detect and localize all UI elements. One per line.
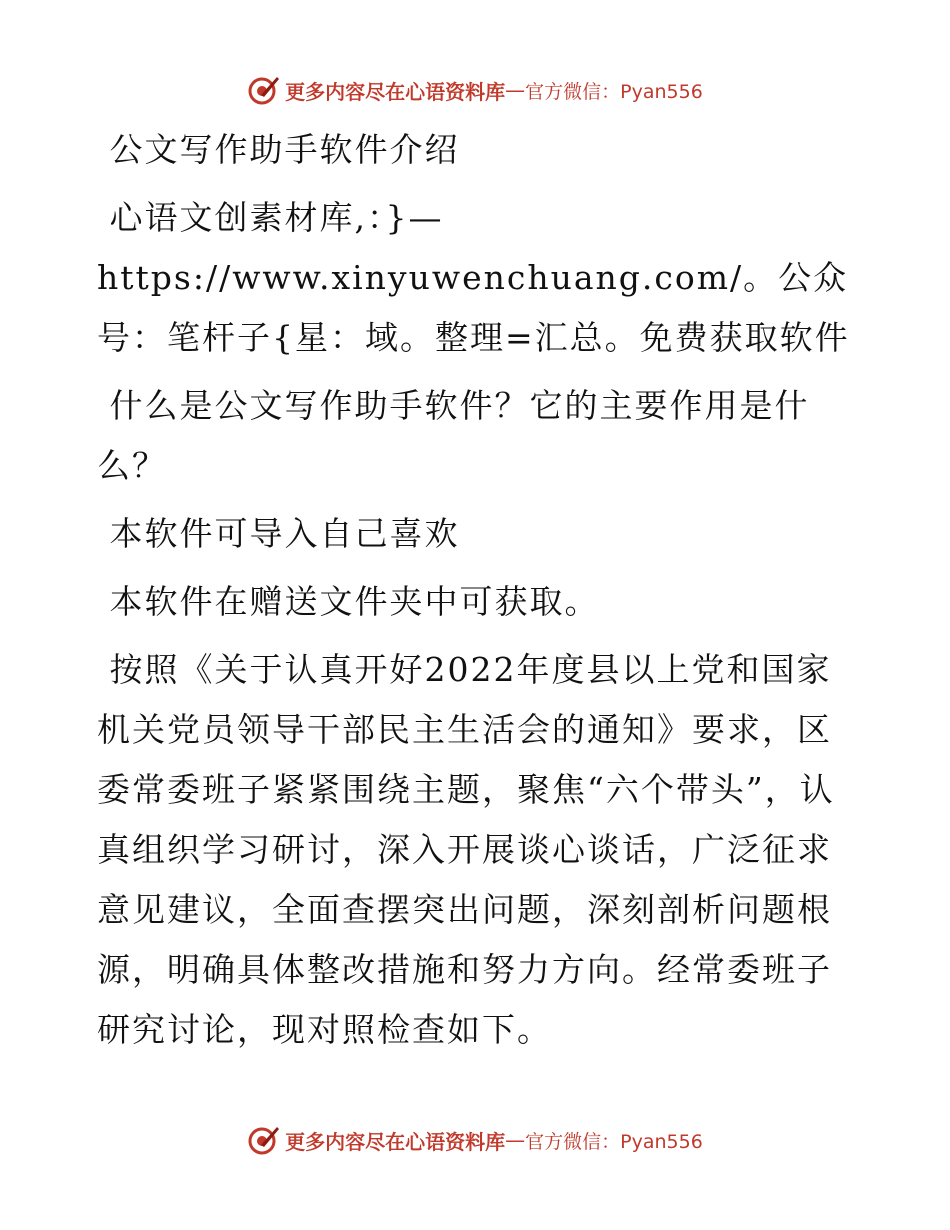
body-paragraph: 按照《关于认真开好2022年度县以上党和国家机关党员领导干部民主生活会的通知》要求，区委常委班子紧紧围绕主题，聚焦“六个带头”，认真组织学习研讨，深入开展谈心谈话，广泛征求意见建议，全面查摆突出问题，深刻剖析问题根源，明确具体整改措施和努力方向。经常委班子研究讨论，现对照检查如下。 <box>97 650 835 1049</box>
doc-title: 公文写作助手软件介绍 <box>97 130 460 169</box>
gift-paragraph: 本软件在赠送文件夹中可获取。 <box>97 582 600 621</box>
banner-separator: — <box>505 78 526 102</box>
banner-title: 更多内容尽在心语资料库 <box>285 1129 506 1154</box>
quill-logo-icon <box>247 73 281 107</box>
source-paragraph: 心语文创素材库,：}—https://www.xinyuwenchuang.com/。公众号：笔杆子{星：域。整理=汇总。免费获取软件 <box>97 198 850 357</box>
banner-wechat: 官方微信：Pyan556 <box>525 1130 703 1153</box>
banner-title: 更多内容尽在心语资料库 <box>285 79 506 104</box>
banner-wechat: 官方微信：Pyan556 <box>525 80 703 103</box>
quill-logo-icon <box>247 1123 281 1157</box>
banner-separator: — <box>505 1128 526 1152</box>
import-paragraph: 本软件可导入自己喜欢 <box>97 514 460 553</box>
footer-banner <box>0 1120 950 1160</box>
question-paragraph: 什么是公文写作助手软件？它的主要作用是什么？ <box>97 386 810 485</box>
document-body <box>97 120 857 1068</box>
header-banner <box>0 70 950 110</box>
